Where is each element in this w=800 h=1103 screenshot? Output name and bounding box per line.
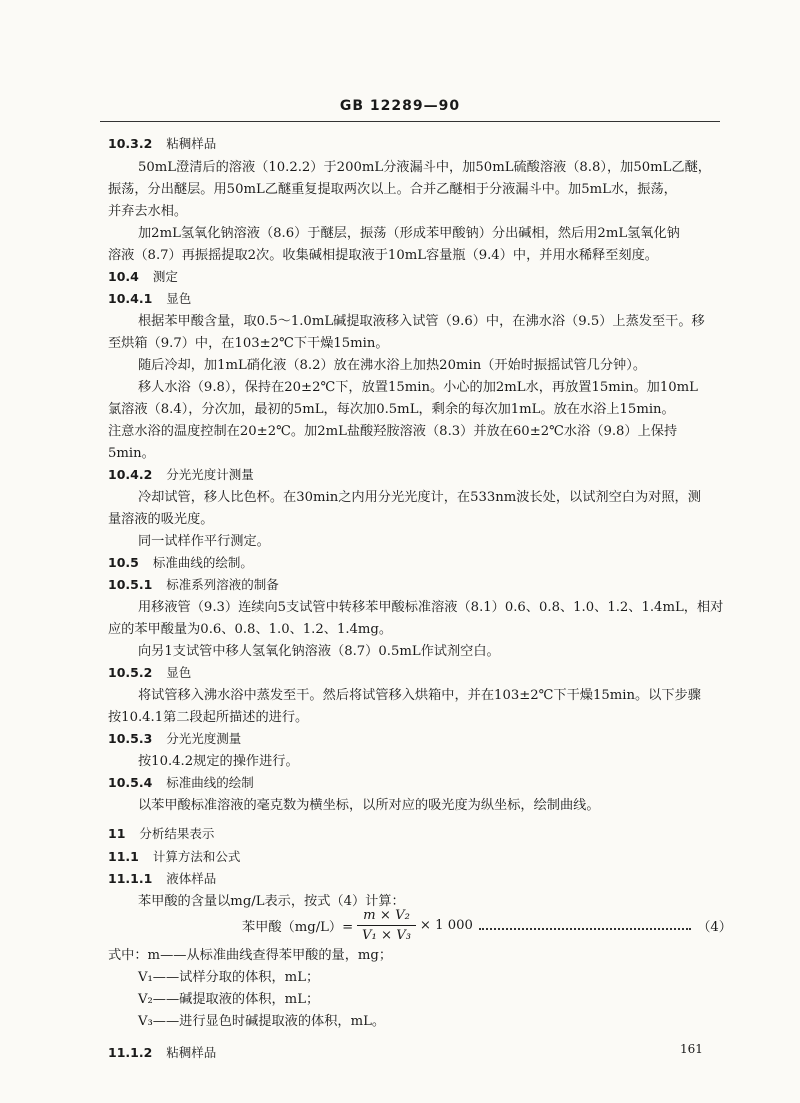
section-heading <box>108 271 178 284</box>
line-text: V₂——碱提取液的体积，mL； <box>138 992 320 1007</box>
line-text: 振荡，分出醚层。用50mL乙醚重复提取两次以上。合并乙醚相于分液漏斗中。加5mL水，振荡， <box>108 182 677 197</box>
line-text: 式中：m——从标准曲线查得苯甲酸的量，mg； <box>108 948 393 963</box>
line-text: 加2mL氢氧化钠溶液（8.6）于醚层，振荡（形成苯甲酸钠）分出碱相，然后用2mL氢氧化钠 <box>138 226 680 241</box>
line-text: 氯溶液（8.4），分次加，最初的5mL，每次加0.5mL，剩余的每次加1mL。放在水浴上15min。 <box>108 402 675 417</box>
text-line <box>108 513 214 526</box>
section-number: 10.3.2 <box>108 136 153 151</box>
line-text: 并弃去水相。 <box>108 204 188 219</box>
section-heading <box>108 1047 216 1060</box>
line-text: 应的苯甲酸量为0.6、0.8、1.0、1.2、1.4mg。 <box>108 622 393 637</box>
section-number: 11 <box>108 826 126 841</box>
line-text: 随后冷却，加1mL硝化液（8.2）放在沸水浴上加热20min（开始时振摇试管几分钟）。 <box>138 358 647 373</box>
formula-leader-dots <box>479 920 691 930</box>
section-heading <box>108 293 191 306</box>
line-text: V₁——试样分取的体积，mL； <box>138 970 320 985</box>
section-heading <box>108 138 216 151</box>
line-text: 以苯甲酸标准溶液的毫克数为横坐标，以所对应的吸光度为纵坐标，绘制曲线。 <box>138 798 600 813</box>
text-line <box>108 249 658 262</box>
section-title: 显色 <box>166 665 192 680</box>
formula-4 <box>242 905 732 945</box>
section-heading <box>108 733 241 746</box>
section-number: 10.5.2 <box>108 665 153 680</box>
document-header: GB 12289—90 <box>339 98 461 114</box>
section-title: 显色 <box>166 291 192 306</box>
line-text: 至烘箱（9.7）中，在103±2℃下干燥15min。 <box>108 336 389 351</box>
formula-fraction <box>357 908 416 943</box>
text-line <box>138 971 319 984</box>
text-line <box>108 711 308 724</box>
section-title: 分光光度计测量 <box>166 467 254 482</box>
line-text: 50mL澄清后的溶液（10.2.2）于200mL分液漏斗中，加50mL硫酸溶液（8.8），加50mL乙醚， <box>138 160 711 175</box>
section-number: 11.1 <box>108 849 139 864</box>
section-heading <box>108 873 216 886</box>
section-title: 测定 <box>152 269 178 284</box>
formula-numerator: m × V₂ <box>357 908 416 926</box>
text-line <box>108 337 389 350</box>
line-text: 同一试样作平行测定。 <box>138 534 270 549</box>
section-heading <box>108 579 279 592</box>
line-text: 溶液（8.7）再振摇提取2次。收集碱相提取液于10mL容量瓶（9.4）中，并用水稀释至刻度。 <box>108 248 658 263</box>
text-line <box>108 183 677 196</box>
section-number: 11.1.1 <box>108 871 153 886</box>
section-heading <box>108 667 191 680</box>
line-text: 5min。 <box>108 446 155 461</box>
text-line <box>138 993 319 1006</box>
line-text: 注意水浴的温度控制在20±2℃。加2mL盐酸羟胺溶液（8.3）并放在60±2℃水浴（9.8）上保持 <box>108 424 678 439</box>
formula-lhs: 苯甲酸（mg/L）= <box>242 919 354 935</box>
text-line <box>108 447 155 460</box>
text-line <box>108 949 392 962</box>
text-line <box>108 205 187 218</box>
section-number: 10.5.1 <box>108 577 153 592</box>
section-title: 分光光度测量 <box>166 731 242 746</box>
line-text: 冷却试管，移人比色杯。在30min之内用分光光度计，在533nm波长处，以试剂空白为对照，测 <box>138 490 701 505</box>
page-number: 161 <box>680 1042 703 1056</box>
line-text: V₃——进行显色时碱提取液的体积，mL。 <box>138 1014 386 1029</box>
line-text: 将试管移入沸水浴中蒸发至干。然后将试管移入烘箱中，并在103±2℃下干燥15min。以下步骤 <box>138 688 701 703</box>
line-text: 根据苯甲酸含量，取0.5～1.0mL碱提取液移入试管（9.6）中，在沸水浴（9.5）上蒸发至干。移 <box>138 314 705 329</box>
text-line <box>138 381 698 394</box>
section-heading <box>108 777 254 790</box>
text-line <box>108 623 392 636</box>
line-text: 移人水浴（9.8），保持在20±2℃下，放置15min。小心的加2mL水，再放置15min。加10mL <box>138 380 698 395</box>
section-title: 液体样品 <box>166 871 217 886</box>
section-title: 标准系列溶液的制备 <box>166 577 279 592</box>
section-number: 10.5.4 <box>108 775 153 790</box>
line-text: 向另1支试管中移人氢氧化钠溶液（8.7）0.5mL作试剂空白。 <box>138 644 500 659</box>
formula-factor: × 1 000 <box>419 917 473 933</box>
text-line <box>138 601 723 614</box>
section-number: 10.5.3 <box>108 731 153 746</box>
line-text: 按10.4.1第二段起所描述的进行。 <box>108 710 309 725</box>
section-number: 11.1.2 <box>108 1045 153 1060</box>
text-line <box>138 491 701 504</box>
section-title: 计算方法和公式 <box>152 849 241 864</box>
text-line <box>138 535 270 548</box>
text-line <box>138 315 705 328</box>
section-number: 10.5 <box>108 555 139 570</box>
text-line <box>138 799 600 812</box>
text-line <box>138 689 701 702</box>
text-line <box>138 1015 385 1028</box>
text-line <box>138 645 500 658</box>
text-line <box>138 755 299 768</box>
section-heading <box>108 828 214 841</box>
line-text: 用移液管（9.3）连续向5支试管中转移苯甲酸标准溶液（8.1）0.6、0.8、1.0、1.2、1.4mL，相对 <box>138 600 724 615</box>
section-number: 10.4 <box>108 269 139 284</box>
formula-denominator: V₁ × V₃ <box>361 927 412 943</box>
text-line <box>108 403 675 416</box>
section-heading <box>108 469 254 482</box>
section-title: 粘稠样品 <box>166 136 217 151</box>
line-text: 量溶液的吸光度。 <box>108 512 214 527</box>
text-line <box>138 359 646 372</box>
line-text: 按10.4.2规定的操作进行。 <box>138 754 299 769</box>
text-line <box>138 161 711 174</box>
section-heading <box>108 557 253 570</box>
section-number: 10.4.1 <box>108 291 153 306</box>
section-heading <box>108 851 240 864</box>
formula-equation-number: （4） <box>697 919 732 935</box>
section-title: 粘稠样品 <box>166 1045 217 1060</box>
section-number: 10.4.2 <box>108 467 153 482</box>
text-line <box>108 425 677 438</box>
section-title: 标准曲线的绘制 <box>166 775 254 790</box>
section-title: 分析结果表示 <box>139 826 215 841</box>
text-line <box>138 227 680 240</box>
section-title: 标准曲线的绘制。 <box>152 555 253 570</box>
header-rule <box>100 121 720 122</box>
line-text: 苯甲酸的含量以mg/L表示，按式（4）计算： <box>138 894 405 909</box>
